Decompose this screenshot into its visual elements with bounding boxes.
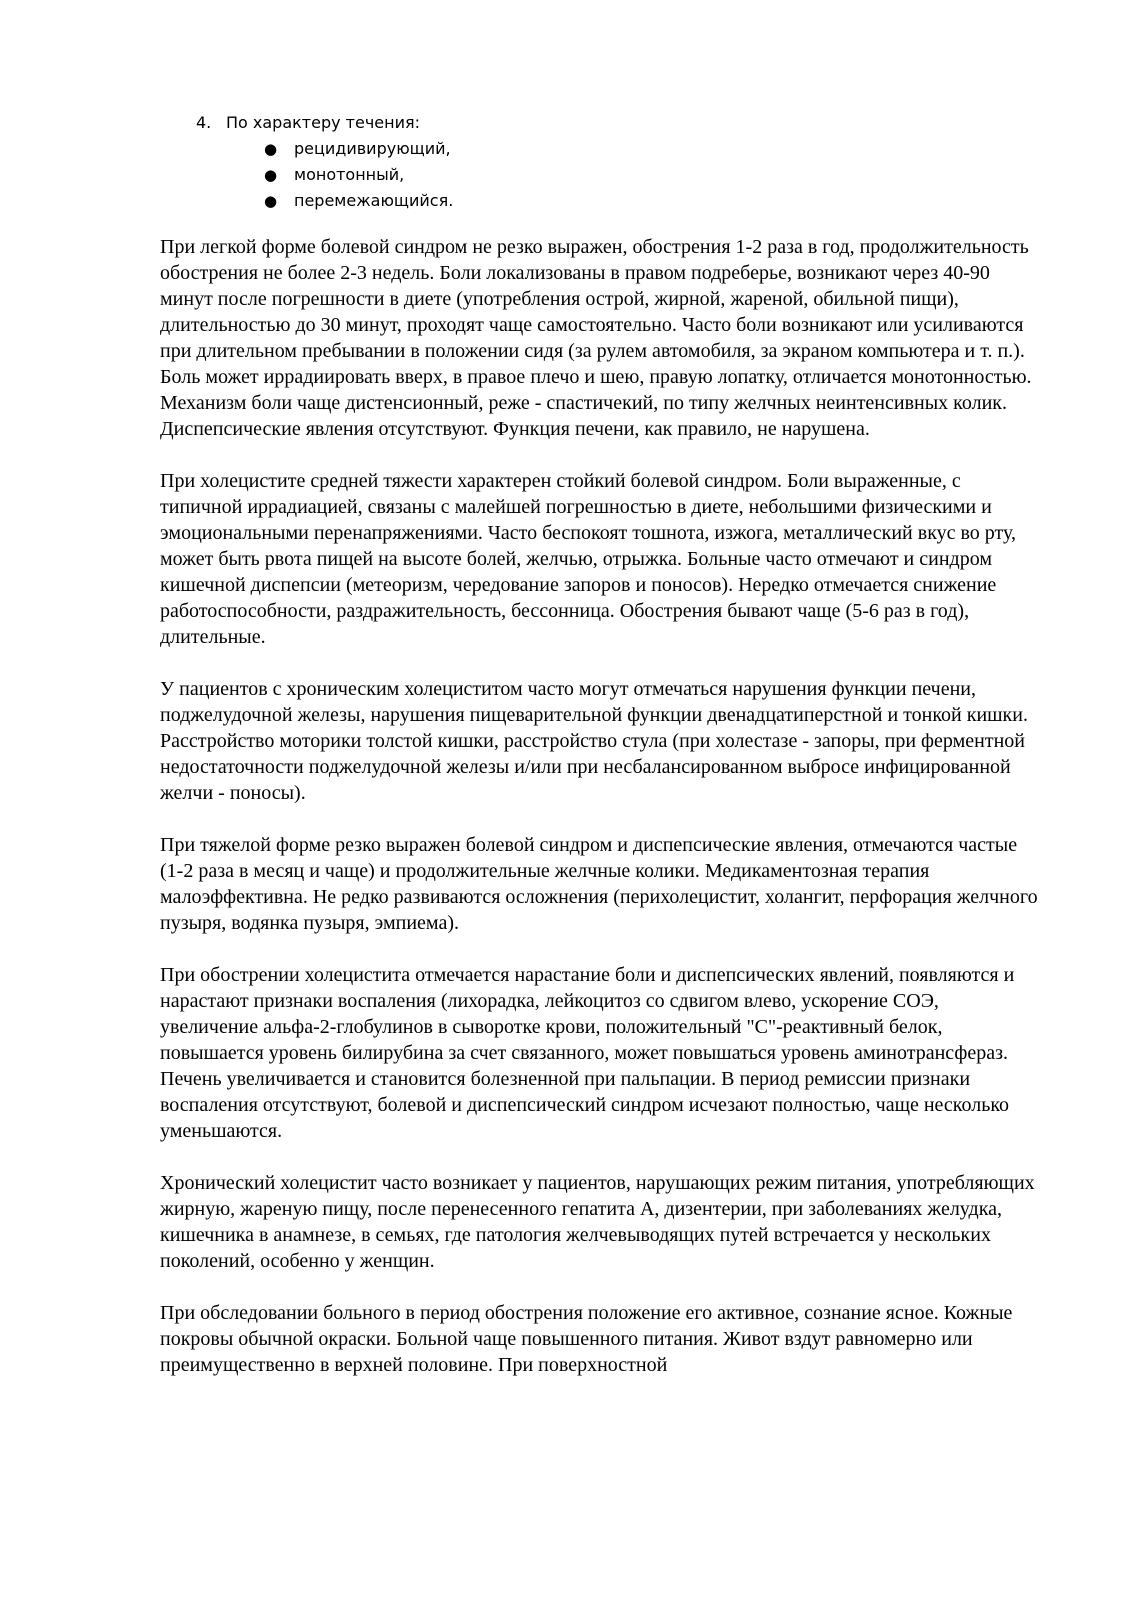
list-heading-text: По характеру течения: [226, 113, 421, 132]
list-item-text: рецидивирующий, [294, 139, 451, 158]
paragraph-exacerbation: При обострении холецистита отмечается нарастание боли и диспепсических явлений, появляются и нарастают признаки воспаления (лихорадка, лейкоцитоз со сдвигом влево, ускорение СОЭ, увеличение альфа-2-глобулинов в сыворотке крови, положительный "С"-реактивный белок, повышается уровень билирубина за счет связанного, может повышаться уровень аминотрансфераз. Печень увеличивается и становится болезненной при пальпации. В период ремиссии признаки воспаления отсутствуют, болевой и диспепсический синдром исчезают полностью, чаще несколько уменьшаются. [160, 964, 1015, 1142]
bullet-list [196, 136, 796, 214]
paragraph-severe-form: При тяжелой форме резко выражен болевой синдром и диспепсические явления, отмечаются частые (1-2 раза в месяц и чаще) и продолжительные желчные колики. Медикаментозная терапия малоэффективна. Не редко развиваются осложнения (перихолецистит, холангит, перфорация желчного пузыря, водянка пузыря, эмпиема). [160, 834, 1038, 934]
bullet-icon: ● [264, 166, 278, 184]
bullet-icon: ● [264, 140, 278, 158]
paragraph-moderate-form: При холецистите средней тяжести характерен стойкий болевой синдром. Боли выраженные, с типичной иррадиацией, связаны с малейшей погрешностью в диете, небольшими физическими и эмоциональными перенапряжениями. Часто беспокоят тошнота, изжога, металлический вкус во рту, может быть рвота пищей на высоте болей, желчью, отрыжка. Больные часто отмечают и синдром кишечной диспепсии (метеоризм, чередование запоров и поносов). Нередко отмечается снижение работоспособности, раздражительность, бессонница. Обострения бывают чаще (5-6 раз в год), длительные. [160, 470, 1017, 648]
bullet-icon: ● [264, 192, 278, 210]
paragraph-risk-factors: Хронический холецистит часто возникает у пациентов, нарушающих режим питания, употребляющих жирную, жареную пищу, после перенесенного гепатита А, дизентерии, при заболеваниях желудка, кишечника в анамнезе, в семьях, где патология желчевыводящих путей встречается у нескольких поколений, особенно у женщин. [160, 1172, 1035, 1272]
list-item-text: перемежающийся. [294, 191, 454, 210]
paragraph-examination: При обследовании больного в период обострения положение его активное, сознание ясное. Кожные покровы обычной окраски. Больной чаще повышенного питания. Живот вздут равномерно или преимущественно в верхней половине. При поверхностной [160, 1302, 1013, 1376]
body-text [160, 234, 1040, 1404]
list-item [264, 188, 796, 214]
paragraph-chronic-complications: У пациентов с хроническим холециститом часто могут отмечаться нарушения функции печени, поджелудочной железы, нарушения пищеварительной функции двенадцатиперстной и тонкой кишки. Расстройство моторики толстой кишки, расстройство стула (при холестазе - запоры, при ферментной недостаточности поджелудочной железы и/или при несбалансированном выбросе инфицированной желчи - поносы). [160, 678, 1028, 804]
list-item [264, 136, 796, 162]
list-heading [196, 110, 796, 136]
course-type-list [196, 110, 796, 214]
list-item [264, 162, 796, 188]
list-item-text: монотонный, [294, 165, 405, 184]
paragraph-mild-form: При легкой форме болевой синдром не резко выражен, обострения 1-2 раза в год, продолжительность обострения не более 2-3 недель. Боли локализованы в правом подреберье, возникают через 40-90 минут после погрешности в диете (употребления острой, жирной, жареной, обильной пищи), длительностью до 30 минут, проходят чаще самостоятельно. Часто боли возникают или усиливаются при длительном пребывании в положении сидя (за рулем автомобиля, за экраном компьютера и т. п.). Боль может иррадиировать вверх, в правое плечо и шею, правую лопатку, отличается монотонностью. Механизм боли чаще дистенсионный, реже - спастичекий, по типу желчных неинтенсивных колик. Диспепсические явления отсутствуют. Функция печени, как правило, не нарушена. [160, 236, 1032, 440]
list-number: 4. [196, 113, 212, 132]
